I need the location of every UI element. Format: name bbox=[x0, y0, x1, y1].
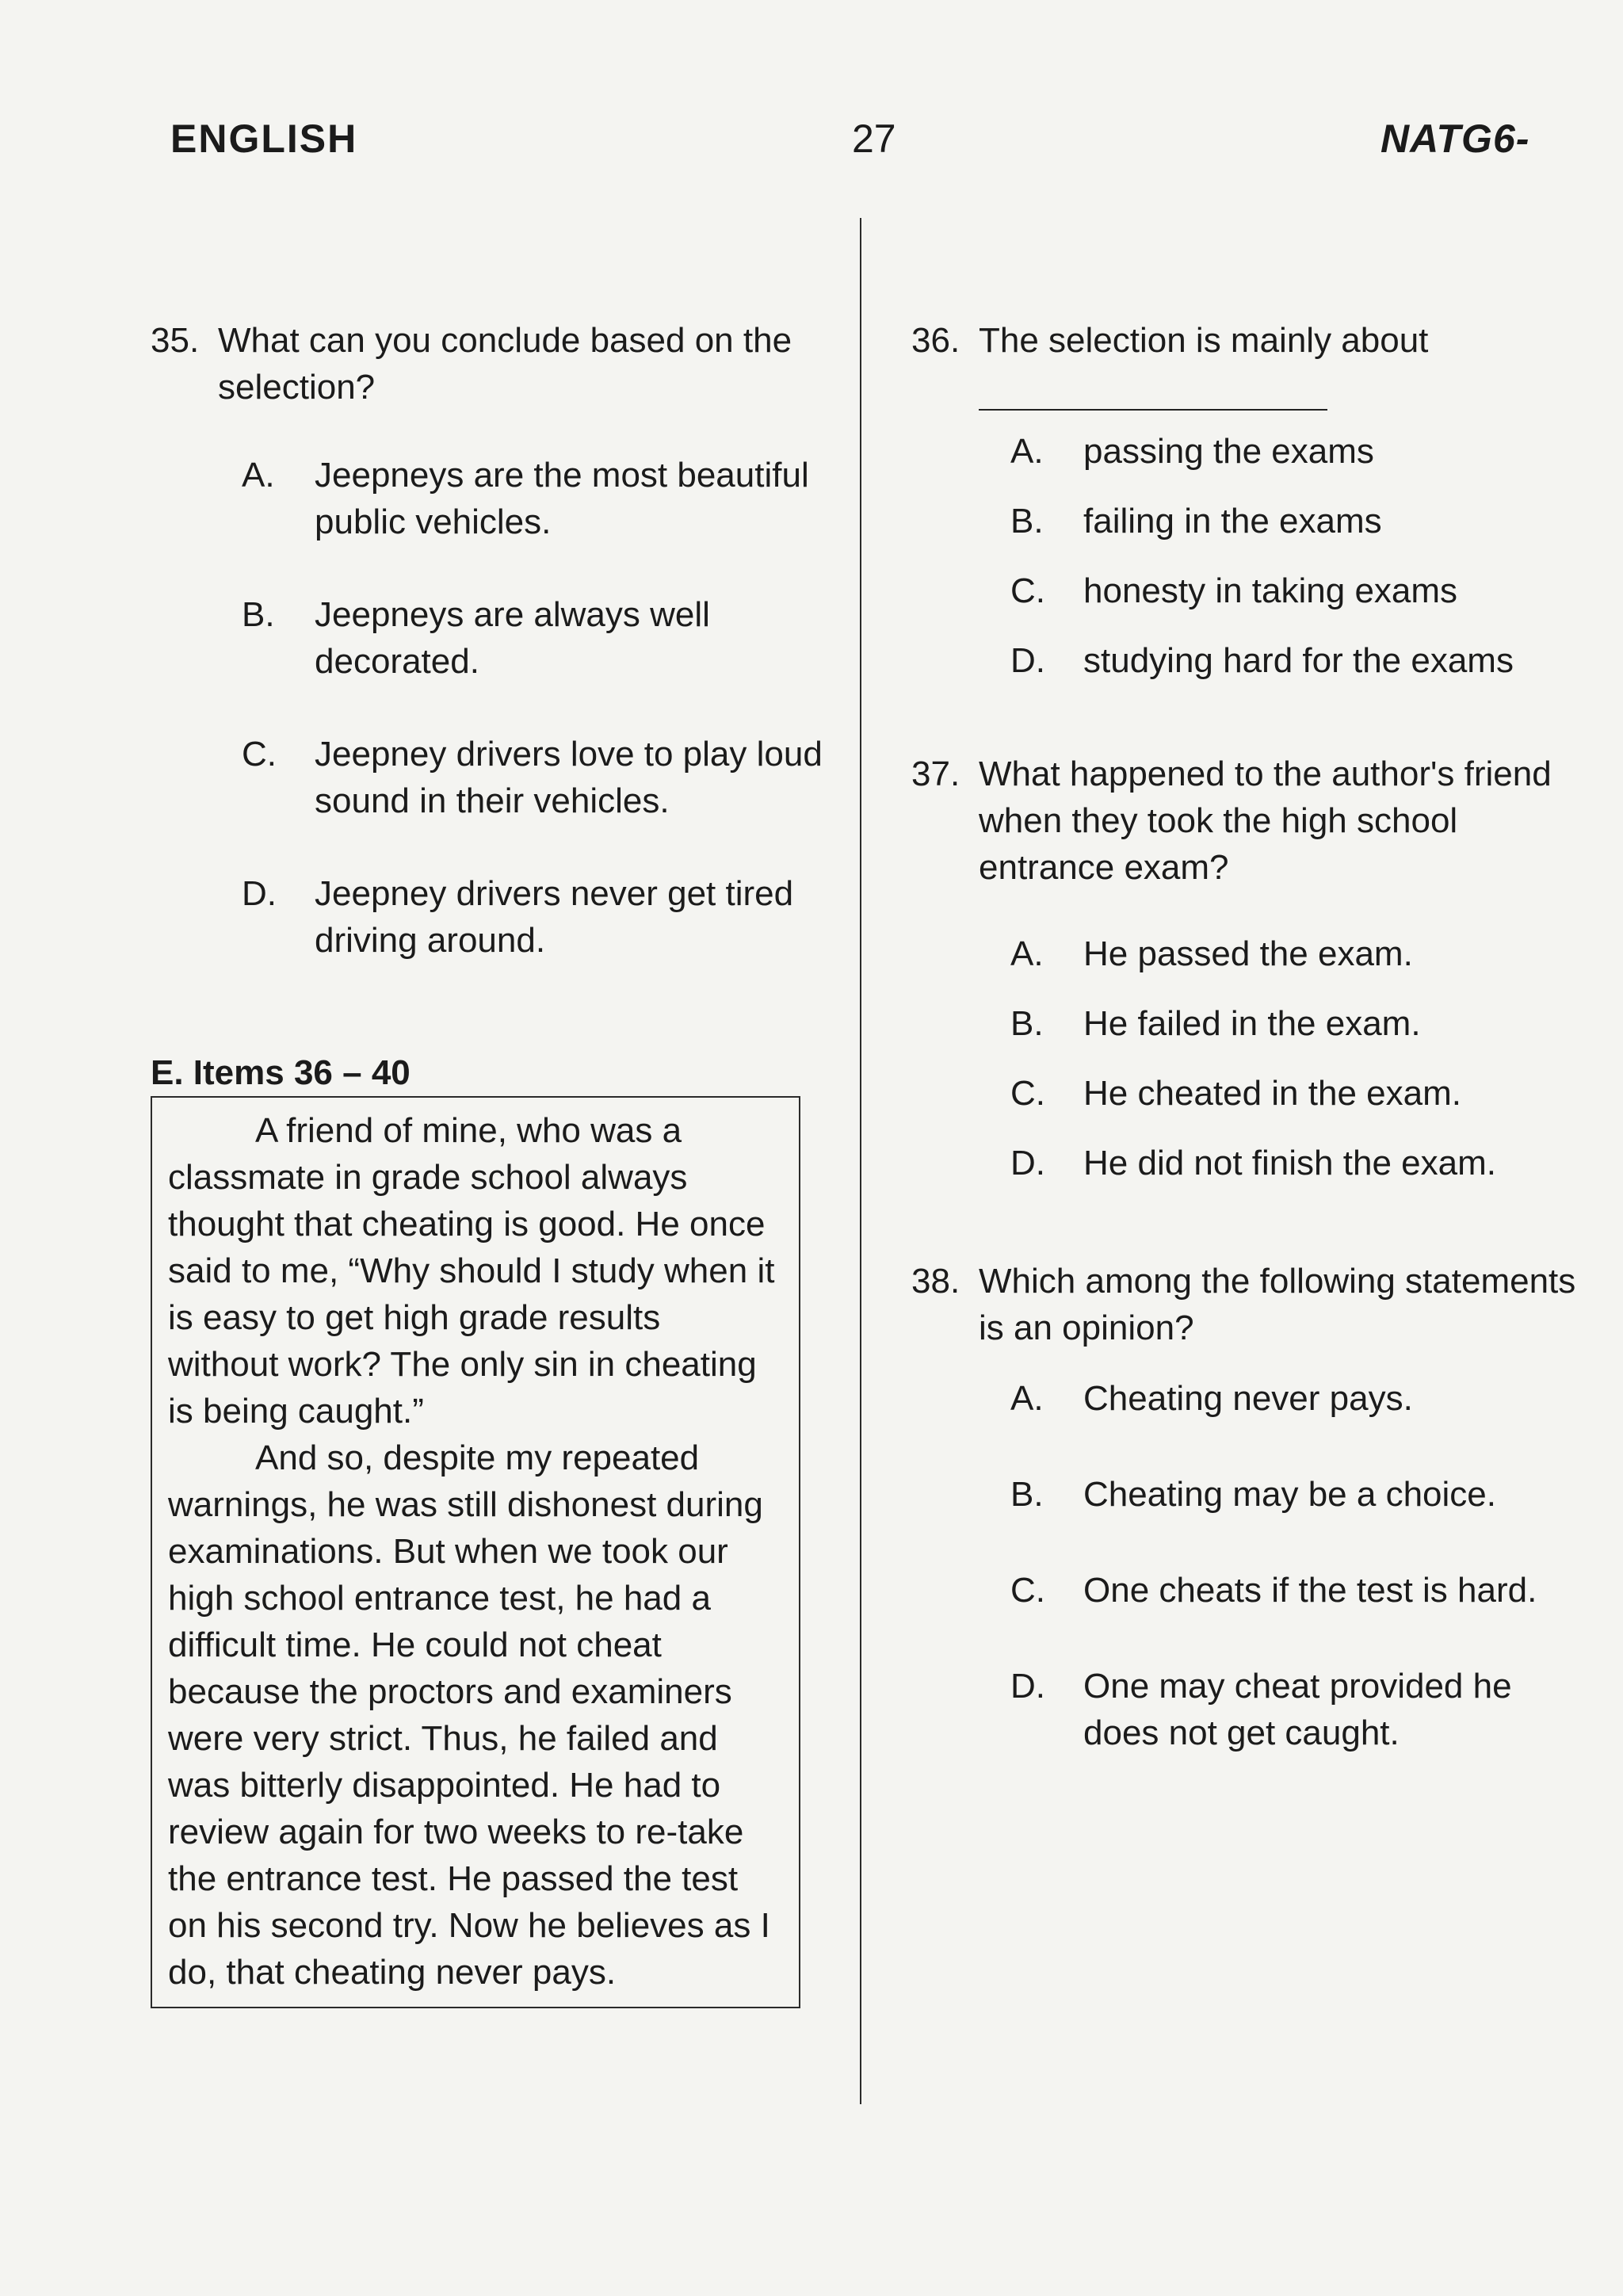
option-letter: D. bbox=[1010, 641, 1045, 680]
option-letter: B. bbox=[1010, 1004, 1044, 1043]
q37-option-a[interactable] bbox=[1010, 930, 1585, 977]
option-text: Jeepneys are the most beautiful public vehicles. bbox=[315, 456, 809, 541]
option-text: He failed in the exam. bbox=[1083, 1004, 1421, 1043]
question-number: 36. bbox=[911, 321, 960, 360]
left-column bbox=[151, 317, 824, 2008]
question-37 bbox=[911, 751, 1585, 891]
question-stem bbox=[979, 317, 1585, 411]
page-number: 27 bbox=[852, 117, 896, 161]
option-text: Cheating may be a choice. bbox=[1083, 1475, 1496, 1514]
question-number: 35. bbox=[151, 321, 200, 360]
section-label: E. Items 36 – 40 bbox=[151, 1053, 411, 1092]
question-stem: What can you conclude based on the selection? bbox=[218, 321, 792, 407]
question-38 bbox=[911, 1258, 1585, 1351]
option-text: He cheated in the exam. bbox=[1083, 1074, 1461, 1113]
question-number: 38. bbox=[911, 1262, 960, 1301]
option-letter: C. bbox=[1010, 1074, 1045, 1113]
q36-option-c[interactable] bbox=[1010, 567, 1585, 614]
subject-header: ENGLISH bbox=[170, 117, 358, 161]
q38-option-d[interactable] bbox=[1010, 1663, 1585, 1756]
option-letter: D. bbox=[1010, 1144, 1045, 1182]
option-letter: C. bbox=[1010, 571, 1045, 610]
question-stem: Which among the following statements is an opinion? bbox=[979, 1262, 1576, 1347]
option-text: studying hard for the exams bbox=[1083, 641, 1514, 680]
option-letter: B. bbox=[242, 595, 275, 634]
option-letter: A. bbox=[1010, 432, 1044, 471]
option-letter: C. bbox=[1010, 1571, 1045, 1610]
q37-option-b[interactable] bbox=[1010, 1000, 1585, 1047]
option-text: Cheating never pays. bbox=[1083, 1379, 1413, 1418]
option-letter: A. bbox=[242, 456, 275, 495]
passage-paragraph: A friend of mine, who was a classmate in grade school always thought that cheating is good. He once said to me, “Why should I study when it is easy to get high grade results without work? The only sin in cheating is being caught.” bbox=[168, 1111, 775, 1431]
question-35 bbox=[151, 317, 824, 411]
question-number: 37. bbox=[911, 755, 960, 793]
option-letter: A. bbox=[1010, 1379, 1044, 1418]
option-text: One cheats if the test is hard. bbox=[1083, 1571, 1537, 1610]
column-divider bbox=[860, 218, 861, 2104]
q35-option-a[interactable] bbox=[242, 452, 824, 545]
option-text: He passed the exam. bbox=[1083, 934, 1413, 973]
q35-option-b[interactable] bbox=[242, 591, 824, 685]
option-text: Jeepneys are always well decorated. bbox=[315, 595, 710, 681]
q36-option-d[interactable] bbox=[1010, 637, 1585, 684]
option-letter: A. bbox=[1010, 934, 1044, 973]
q37-option-c[interactable] bbox=[1010, 1070, 1585, 1117]
q37-option-d[interactable] bbox=[1010, 1140, 1585, 1186]
q36-option-b[interactable] bbox=[1010, 498, 1585, 544]
question-36 bbox=[911, 317, 1585, 411]
option-text: One may cheat provided he does not get caught. bbox=[1083, 1667, 1512, 1752]
option-text: passing the exams bbox=[1083, 432, 1374, 471]
passage-paragraph: And so, despite my repeated warnings, he was still dishonest during examinations. But when we took our high school entrance test, he had a difficult time. He could not cheat because the proctors and examiners were very strict. Thus, he failed and was bitterly disappointed. He had to review again for two weeks to re-take the entrance test. He passed the test on his second try. Now he believes as I do, that cheating never pays. bbox=[168, 1438, 770, 1992]
q38-option-a[interactable] bbox=[1010, 1375, 1585, 1422]
right-column bbox=[911, 317, 1585, 1756]
exam-code: NATG6- bbox=[1381, 117, 1530, 161]
q38-option-c[interactable] bbox=[1010, 1567, 1585, 1614]
option-text: failing in the exams bbox=[1083, 502, 1382, 541]
q36-options bbox=[1010, 428, 1585, 684]
question-stem-text: The selection is mainly about bbox=[979, 321, 1429, 360]
option-letter: D. bbox=[242, 874, 277, 913]
option-text: Jeepney drivers love to play loud sound in their vehicles. bbox=[315, 735, 823, 820]
option-text: Jeepney drivers never get tired driving around. bbox=[315, 874, 794, 960]
answer-blank[interactable] bbox=[979, 369, 1327, 411]
option-letter: B. bbox=[1010, 502, 1044, 541]
q35-options bbox=[242, 452, 824, 964]
q35-option-c[interactable] bbox=[242, 731, 824, 824]
q36-option-a[interactable] bbox=[1010, 428, 1585, 475]
q38-options bbox=[1010, 1375, 1585, 1756]
q38-option-b[interactable] bbox=[1010, 1471, 1585, 1518]
question-stem: What happened to the author's friend when they took the high school entrance exam? bbox=[979, 755, 1552, 887]
q37-options bbox=[1010, 930, 1585, 1186]
option-letter: C. bbox=[242, 735, 277, 774]
q35-option-d[interactable] bbox=[242, 870, 824, 964]
option-text: honesty in taking exams bbox=[1083, 571, 1458, 610]
reading-passage bbox=[151, 1096, 800, 2008]
option-text: He did not finish the exam. bbox=[1083, 1144, 1496, 1182]
option-letter: D. bbox=[1010, 1667, 1045, 1706]
option-letter: B. bbox=[1010, 1475, 1044, 1514]
